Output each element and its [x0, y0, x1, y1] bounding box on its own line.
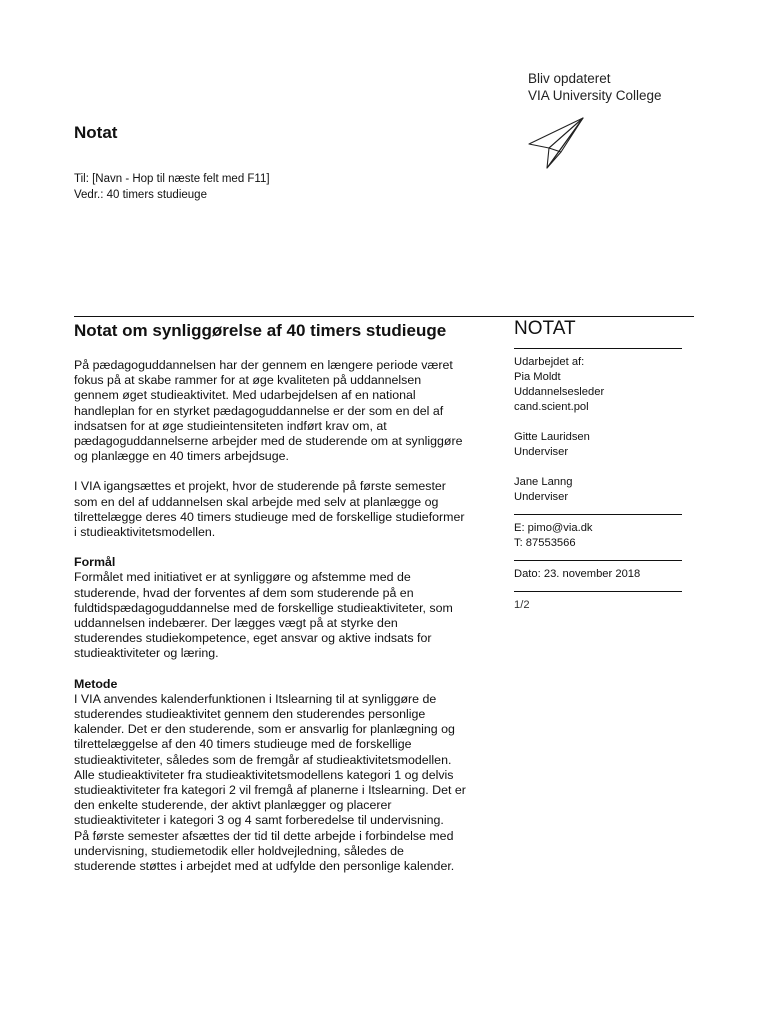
- formaal-heading: Formål: [74, 555, 116, 570]
- metode-paragraph-1: I VIA anvendes kalenderfunktionen i Itslearning til at synliggøre de studerendes studieaktivitet gennem den studerendes personlige kalender. Det er den studerende, som er ansvarlig for planlægning og tilrettelæggelse af den 40 timers studieuge med de forskellige studieaktiviteter, således som de fremgår af studieaktivitetsmodellen.: [74, 691, 455, 767]
- page-number-block: [514, 591, 682, 622]
- email-text: E: pimo@via.dk: [514, 522, 593, 534]
- intro-paragraph-2: I VIA igangsættes et projekt, hvor de studerende på første semester som en del af uddannelsen skal arbejde med selv at planlægge og tilrettelægge deres 40 timers studieuge med de forskellige studieformer i studieaktivitetsmodellen.: [74, 479, 465, 540]
- formaal-text: Formålet med initiativet er at synliggøre og afstemme med de studerende, hvad der forventes af dem som studerende på en fuldtidspædagoguddannelse med de forskellige studieaktiviteter, som uddannelsen indebærer. Der lægges vægt på at styrke den studerendes studiekompetence, eget ansvar og aktive indsats for studieaktiviteter og læring.: [74, 570, 453, 661]
- sidebar: [514, 316, 682, 622]
- metode-paragraph-3: På første semester afsættes der tid til dette arbejde i forbindelse med undervisning, studiemetodik eller holdvejledning, således de studerende støttes i arbejdet med at udfylde den personlige kalender.: [74, 828, 455, 874]
- author-1-degree: cand.scient.pol: [514, 401, 589, 413]
- author-2-name: Gitte Lauridsen: [514, 431, 590, 443]
- brand-line-2: VIA University College: [528, 88, 662, 103]
- page-number: 1/2: [514, 599, 530, 611]
- author-3-role: Underviser: [514, 491, 569, 503]
- intro-paragraph-1: På pædagoguddannelsen har der gennem en længere periode været fokus på at skabe rammer for at øge kvaliteten på uddannelsen gennem øget studieaktivitet. Med udarbejdelsen af en national handleplan for en styrket pædagoguddannelse er der som en del af indsatsen for at øge studieintensiteten indført krav om, at pædagoguddannelserne arbejder med de studerende om at synliggøre og planlægge en 40 timers arbejdsuge.: [74, 358, 463, 464]
- document-type-heading: Notat: [74, 123, 118, 142]
- section-formaal: [74, 555, 466, 661]
- sidebar-title: NOTAT: [514, 318, 576, 339]
- date-block: [514, 560, 682, 591]
- brand-line-1: Bliv opdateret: [528, 71, 611, 86]
- paper-plane-icon: [527, 114, 585, 172]
- brand-text: [528, 70, 662, 104]
- section-metode: [74, 677, 466, 875]
- recipient-line: Til: [Navn - Hop til næste felt med F11]: [74, 173, 270, 185]
- address-block: [74, 171, 270, 203]
- prepared-by-label: Udarbejdet af:: [514, 356, 585, 368]
- date-text: Dato: 23. november 2018: [514, 568, 641, 580]
- main-content: [74, 320, 466, 889]
- document-title: Notat om synliggørelse af 40 timers studieuge: [74, 321, 447, 340]
- subject-line: Vedr.: 40 timers studieuge: [74, 189, 207, 201]
- author-1-role: Uddannelsesleder: [514, 386, 605, 398]
- authors-block: [514, 348, 682, 514]
- metode-paragraph-2: Alle studieaktiviteter fra studieaktivitetsmodellens kategori 1 og delvis studieaktiviteter fra kategori 2 vil fremgå af planerne i Itslearning. Det er den enkelte studerende, der aktivt planlægger og placerer studieaktiviteter i kategori 3 og 4 samt forberedelse til undervisning.: [74, 767, 466, 828]
- contact-block: [514, 514, 682, 560]
- phone-text: T: 87553566: [514, 537, 576, 549]
- author-3-name: Jane Lanng: [514, 476, 573, 488]
- author-1-name: Pia Moldt: [514, 371, 561, 383]
- metode-heading: Metode: [74, 676, 118, 691]
- author-2-role: Underviser: [514, 446, 569, 458]
